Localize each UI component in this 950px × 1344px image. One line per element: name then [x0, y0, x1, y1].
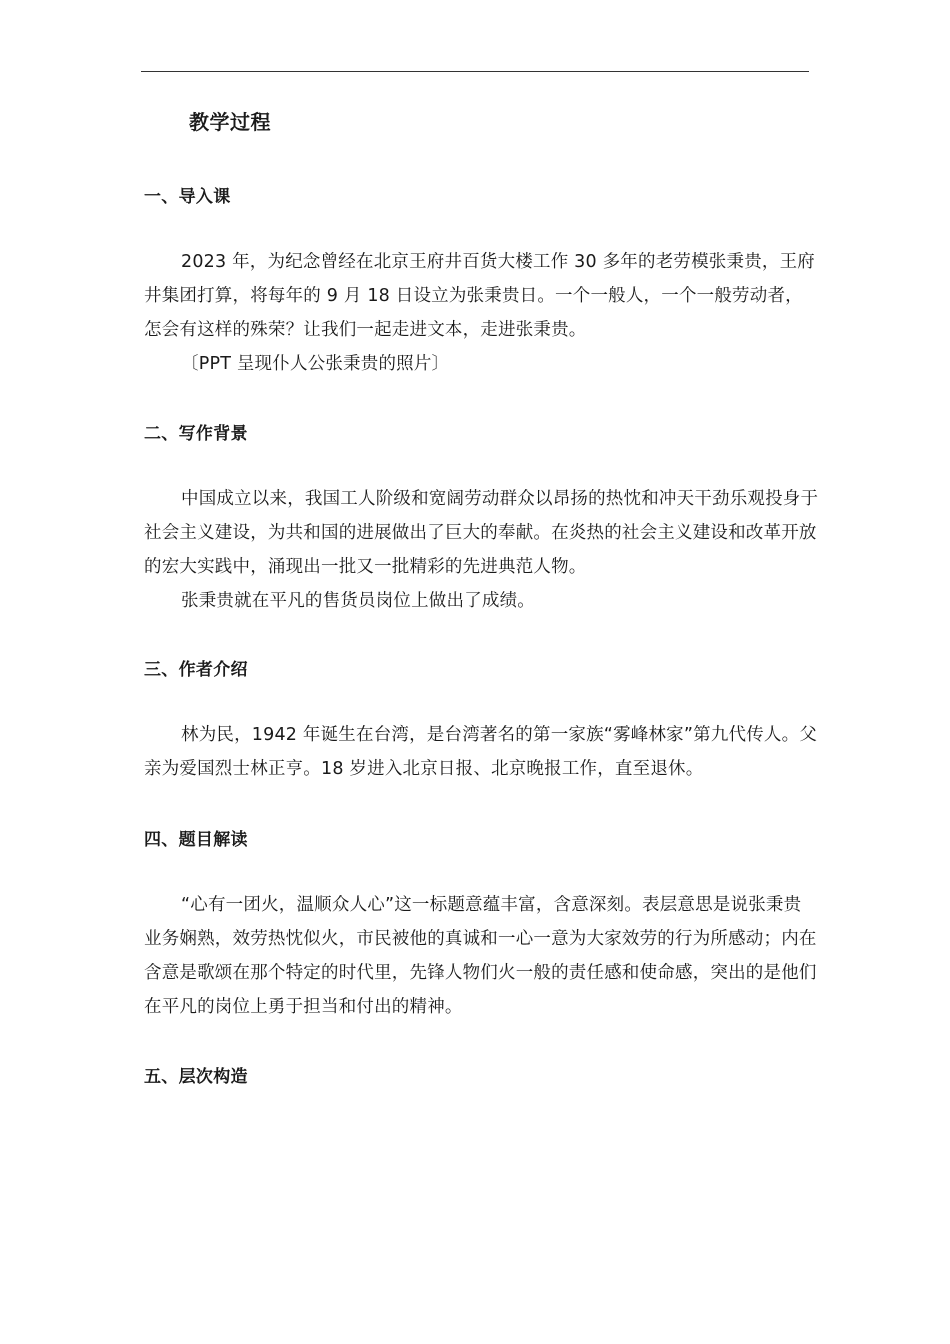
section-heading-author: 三、作者介绍	[144, 660, 248, 680]
paragraph: “心有一团火，温顺众人心”这一标题意蕴丰富，含意深刻。表层意思是说张秉贵业务娴熟，效劳热忱似火，市民被他的真诚和一心一意为大家效劳的行为所感动；内在含意是歌颂在那个特定的时代里，先锋人物们火一般的责任感和使命感，突出的是他们在平凡的岗位上勇于担当和付出的精神。	[144, 895, 817, 1017]
section-body-intro	[144, 245, 819, 381]
section-heading-title-reading: 四、题目解读	[144, 830, 248, 850]
section-heading-structure: 五、层次构造	[144, 1067, 248, 1087]
page-title: 教学过程	[189, 110, 271, 134]
section-heading-background: 二、写作背景	[144, 424, 248, 444]
section-body-author	[144, 718, 819, 786]
paragraph: 〔PPT 呈现仆人公张秉贵的照片〕	[181, 354, 450, 374]
section-heading-intro: 一、导入课	[144, 187, 231, 207]
header-rule	[141, 71, 809, 72]
paragraph: 张秉贵就在平凡的售货员岗位上做出了成绩。	[181, 591, 535, 611]
section-body-background	[144, 482, 819, 618]
paragraph: 2023 年，为纪念曾经在北京王府井百货大楼工作 30 多年的老劳模张秉贵，王府井集团打算，将每年的 9 月 18 日设立为张秉贵日。一个一般人，一个一般劳动者，怎会有这样的殊荣？让我们一起走进文本，走进张秉贵。	[144, 252, 815, 340]
paragraph: 林为民，1942 年诞生在台湾，是台湾著名的第一家族“雾峰林家”第九代传人。父亲为爱国烈士林正亨。18 岁进入北京日报、北京晚报工作，直至退休。	[144, 725, 818, 779]
section-body-title-reading	[144, 888, 819, 1024]
paragraph: 中国成立以来，我国工人阶级和宽阔劳动群众以昂扬的热忱和冲天干劲乐观投身于社会主义建设，为共和国的进展做出了巨大的奉献。在炎热的社会主义建设和改革开放的宏大实践中，涌现出一批又一批精彩的先进典范人物。	[144, 489, 819, 577]
